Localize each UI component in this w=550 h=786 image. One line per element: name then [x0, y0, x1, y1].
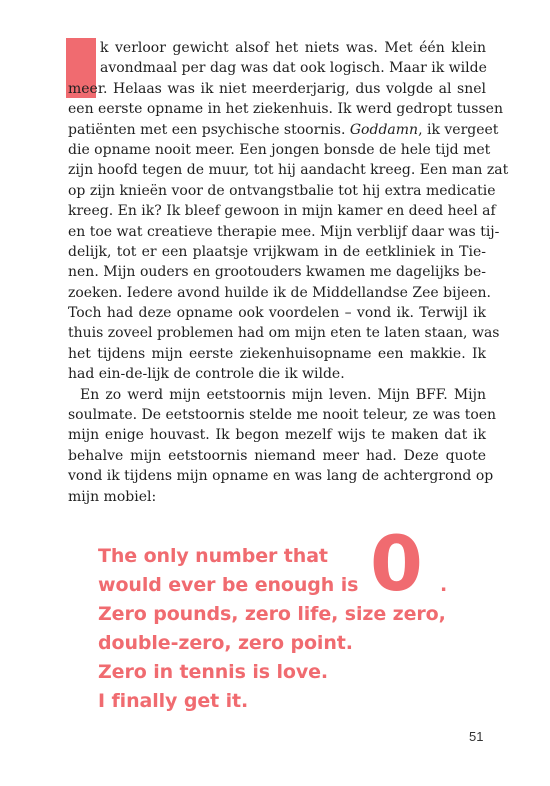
text-fragment: patiënten met een psychische stoornis.: [68, 121, 350, 138]
page-number: 51: [469, 729, 484, 744]
text-line: behalve mijn eetstoornis niemand meer had. Deze quote: [68, 447, 486, 464]
text-line: zijn hoofd tegen de muur, tot hij aandacht kreeg. Een man zat: [68, 162, 509, 179]
text-line: nen. Mijn ouders en grootouders kwamen me dagelijks be-: [68, 264, 486, 281]
main-text: [68, 79, 509, 507]
text-line: k verloor gewicht alsof het niets was. Met één klein: [100, 40, 486, 56]
quote-fragment: would ever be enough is: [98, 574, 359, 596]
text-line-with-italic: [68, 120, 499, 140]
text-line: soulmate. De eetstoornis stelde me nooit teleur, ze was toen: [68, 407, 497, 424]
text-line: kreeg. En ik? Ik bleef gewoon in mijn kamer en deed heel af: [68, 203, 496, 220]
text-line: delijk, tot er een plaatsje vrijkwam in de eetkliniek in Tie-: [68, 243, 486, 260]
big-zero: 0: [370, 519, 423, 608]
quote-line: The only number that: [98, 545, 328, 567]
text-line: En zo werd mijn eetstoornis mijn leven. Mijn BFF. Mijn: [80, 386, 486, 403]
text-line: op zijn knieën voor de ontvangstbalie tot hij extra medicatie: [68, 182, 496, 199]
quote-line: Zero in tennis is love.: [98, 661, 329, 683]
quote-line: double-zero, zero point.: [98, 632, 353, 654]
text-line: thuis zoveel problemen had om mijn eten te laten staan, was: [68, 325, 500, 342]
text-line: mijn enige houvast. Ik begon mezelf wijs te maken dat ik: [68, 427, 486, 444]
text-line: avondmaal per dag was dat ook logisch. Maar ik wilde: [100, 60, 487, 77]
italic-word: Goddamn: [349, 121, 419, 138]
text-line: had ein-de-lijk de controle die ik wilde.: [68, 366, 345, 383]
text-line: het tijdens mijn eerste ziekenhuisopname een makkie. Ik: [68, 345, 486, 362]
text-line: een eerste opname in het ziekenhuis. Ik werd gedropt tussen: [68, 101, 503, 118]
text-line: en toe wat creatieve therapie mee. Mijn verblijf daar was tij-: [68, 223, 500, 240]
text-line: mijn mobiel:: [68, 488, 157, 505]
text-line: zoeken. Iedere avond huilde ik de Middellandse Zee bijeen.: [68, 284, 491, 301]
quote-line: Zero pounds, zero life, size zero,: [98, 603, 446, 625]
quote-period: .: [440, 574, 448, 596]
paragraph-opening-lines: [100, 38, 486, 79]
text-line: Toch had deze opname ook voordelen – vond ik. Terwijl ik: [68, 305, 486, 322]
text-line: meer. Helaas was ik niet meerderjarig, dus volgde al snel: [68, 80, 486, 97]
text-fragment: , ik vergeet: [418, 121, 499, 138]
text-line: die opname nooit meer. Een jongen bonsde de hele tijd met: [68, 141, 491, 158]
quote-line: I finally get it.: [98, 690, 249, 712]
text-line: vond ik tijdens mijn opname en was lang de achtergrond op: [68, 468, 494, 485]
